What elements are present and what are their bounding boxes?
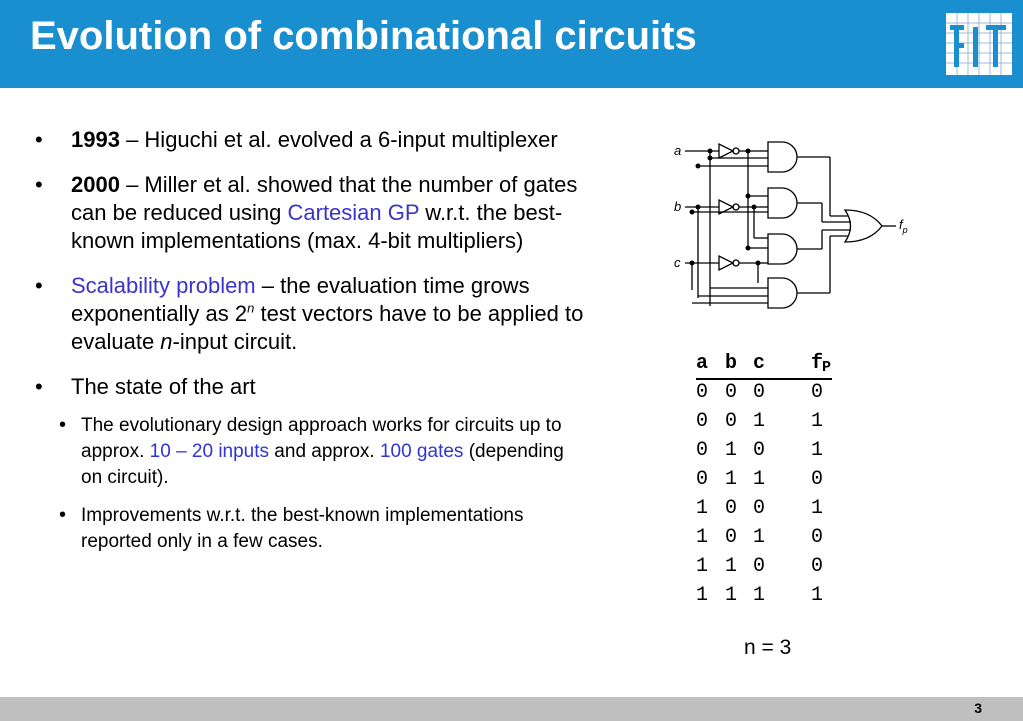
inputs-link[interactable]: 10 – 20 inputs xyxy=(149,441,270,462)
bullet-text: w.r.t. the best-known implementations (max. 4-bit multipliers) xyxy=(71,200,563,253)
truth-table-cell: 1 xyxy=(696,584,709,607)
truth-table-cell: 0 xyxy=(811,468,824,491)
truth-table-cell: 1 xyxy=(811,584,824,607)
input-label-c: c xyxy=(674,255,681,270)
bullet-text: – Higuchi et al. evolved a 6-input multiplexer xyxy=(119,127,558,152)
fit-logo xyxy=(946,13,1012,75)
truth-table-cell: 0 xyxy=(696,468,709,491)
sub-bullet-dot: • xyxy=(59,504,67,526)
truth-table-cell: 0 xyxy=(811,555,824,578)
truth-table-cell: 0 xyxy=(753,439,766,462)
bullet-text: The evolutionary design approach works for circuits up to approx. xyxy=(81,415,562,462)
truth-table-cell: 0 xyxy=(753,497,766,520)
year-label: 2000 xyxy=(71,172,120,197)
truth-table-cell: 0 xyxy=(811,526,824,549)
bullet-list xyxy=(35,126,585,567)
truth-table-cell: 1 xyxy=(811,410,824,433)
truth-table-cell: 0 xyxy=(725,497,738,520)
italic-n: n xyxy=(160,329,173,354)
bullet-dot: • xyxy=(35,172,43,197)
header-a: a xyxy=(696,352,709,375)
header-c: c xyxy=(753,352,766,375)
scalability-problem-link[interactable]: Scalability problem xyxy=(71,273,256,298)
truth-table-cell: 1 xyxy=(696,555,709,578)
footer-bar xyxy=(0,697,1023,721)
truth-table-cell: 1 xyxy=(811,439,824,462)
bullet-text: Improvements w.r.t. the best-known implementations reported only in a few cases. xyxy=(81,505,524,552)
gates-link[interactable]: 100 gates xyxy=(379,441,464,462)
truth-table-cell: 1 xyxy=(753,526,766,549)
input-label-b: b xyxy=(674,199,682,214)
header-subscript: P xyxy=(822,359,832,376)
year-label: 1993 xyxy=(71,127,120,152)
n-caption: n = 3 xyxy=(744,636,792,659)
bullet-dot: • xyxy=(35,273,43,298)
header-rule xyxy=(696,378,832,380)
bullet-text: – the evaluation time grows exponentially as 2 xyxy=(71,273,530,326)
input-label-a: a xyxy=(674,143,682,158)
bullet-dot: • xyxy=(35,127,43,152)
bullet-1993 xyxy=(35,126,585,154)
truth-table-cell: 0 xyxy=(753,381,766,404)
exponent: n xyxy=(247,300,255,316)
slide-title: Evolution of combinational circuits xyxy=(30,14,697,58)
bullet-text: test vectors have to be applied to evaluate xyxy=(71,301,584,354)
truth-table-cell: 0 xyxy=(696,381,709,404)
truth-table-cell: 1 xyxy=(725,468,738,491)
bullet-2000 xyxy=(35,171,585,255)
truth-table-cell: 1 xyxy=(725,439,738,462)
sub-bullet-dot: • xyxy=(59,414,67,436)
truth-table-cell: 1 xyxy=(811,497,824,520)
truth-table-cell: 0 xyxy=(753,555,766,578)
cartesian-gp-link[interactable]: Cartesian GP xyxy=(287,200,420,225)
header-f: f xyxy=(811,352,824,375)
bullet-text: (depending on circuit). xyxy=(81,441,564,488)
truth-table-cell: 0 xyxy=(725,410,738,433)
header-b: b xyxy=(725,352,738,375)
logic-circuit-diagram xyxy=(670,128,915,318)
truth-table-cell: 1 xyxy=(753,410,766,433)
truth-table-cell: 1 xyxy=(725,555,738,578)
truth-table-cell: 1 xyxy=(753,584,766,607)
truth-table-cell: 0 xyxy=(696,410,709,433)
truth-table-cell: 1 xyxy=(696,497,709,520)
bullet-text: The state of the art xyxy=(71,374,256,399)
output-label-fp: $f_p$ xyxy=(899,217,908,235)
title-bar xyxy=(0,0,1023,88)
sub-bullet-evolutionary xyxy=(35,413,585,491)
truth-table-cell: 0 xyxy=(725,526,738,549)
truth-table-cell: 0 xyxy=(811,381,824,404)
bullet-scalability xyxy=(35,272,585,356)
sub-bullet-improvements xyxy=(35,503,585,555)
truth-table-cell: 1 xyxy=(725,584,738,607)
truth-table-cell: 0 xyxy=(696,439,709,462)
page-number: 3 xyxy=(974,700,982,716)
truth-table-cell: 1 xyxy=(753,468,766,491)
truth-table-cell: 0 xyxy=(725,381,738,404)
bullet-dot: • xyxy=(35,374,43,399)
bullet-text: -input circuit. xyxy=(172,329,298,354)
bullet-state-of-art xyxy=(35,373,585,401)
bullet-text: and approx. xyxy=(269,441,380,462)
bullet-text: – Miller et al. showed that the number of gates can be reduced using xyxy=(71,172,578,225)
truth-table-cell: 1 xyxy=(696,526,709,549)
